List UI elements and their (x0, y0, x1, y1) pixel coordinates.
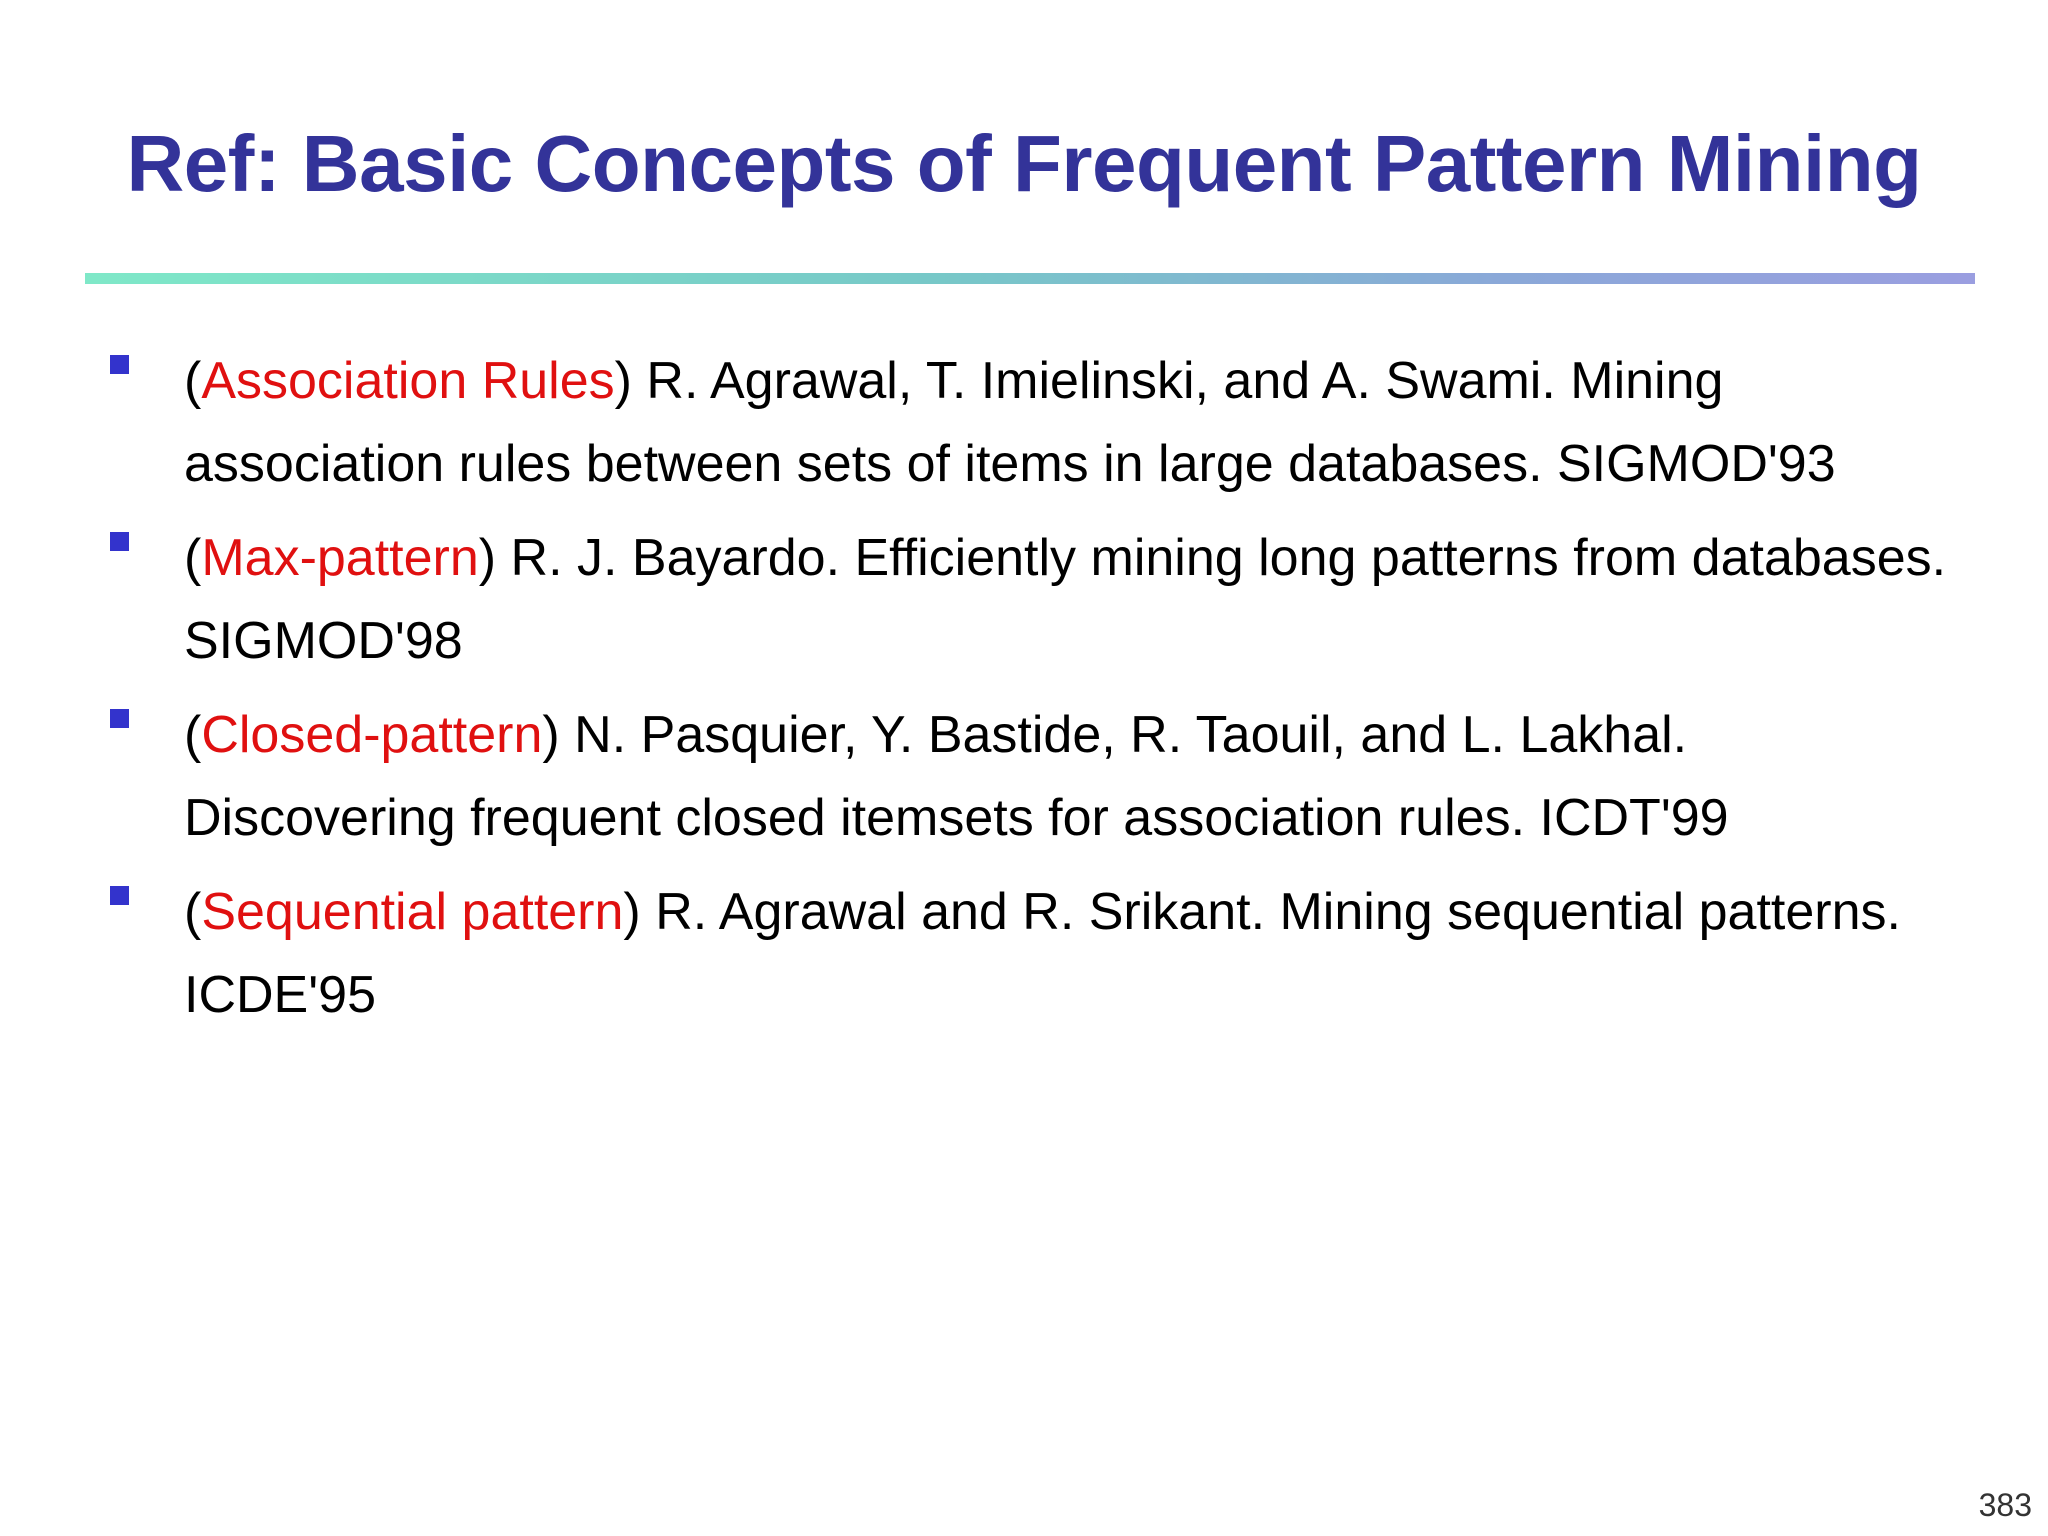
reference-tag: Max-pattern (201, 529, 479, 587)
reference-citation: R. Agrawal and R. Srikant. Mining sequential patterns. ICDE'95 (184, 883, 1901, 1024)
reference-text: (Sequential pattern) R. Agrawal and R. Srikant. Mining sequential patterns. ICDE'95 (184, 883, 1901, 1024)
reference-tag: Sequential pattern (201, 883, 624, 941)
reference-tag: Closed-pattern (201, 706, 543, 764)
reference-citation: R. J. Bayardo. Efficiently mining long patterns from databases. SIGMOD'98 (184, 529, 1947, 670)
reference-list (0, 340, 2048, 1048)
reference-item-sequential-pattern (0, 871, 2048, 1037)
reference-item-closed-pattern (0, 694, 2048, 860)
reference-item-association-rules (0, 340, 2048, 506)
square-bullet-icon (110, 886, 129, 905)
reference-item-max-pattern (0, 517, 2048, 683)
slide-title: Ref: Basic Concepts of Frequent Pattern Mining (126, 119, 1922, 208)
reference-text: (Closed-pattern) N. Pasquier, Y. Bastide, R. Taouil, and L. Lakhal. Discovering frequent closed itemsets for association rules. ICDT'99 (184, 706, 1729, 847)
square-bullet-icon (110, 532, 129, 551)
page-number: 383 (1978, 1487, 2032, 1523)
reference-tag: Association Rules (201, 352, 615, 410)
reference-citation: R. Agrawal, T. Imielinski, and A. Swami. Mining association rules between sets of items in large databases. SIGMOD'93 (184, 352, 1836, 493)
reference-citation: N. Pasquier, Y. Bastide, R. Taouil, and L. Lakhal. Discovering frequent closed itemsets for association rules. ICDT'99 (184, 706, 1729, 847)
square-bullet-icon (110, 355, 129, 374)
reference-text: (Max-pattern) R. J. Bayardo. Efficiently mining long patterns from databases. SIGMOD'98 (184, 529, 1947, 670)
square-bullet-icon (110, 709, 129, 728)
title-divider (85, 273, 1975, 284)
reference-text: (Association Rules) R. Agrawal, T. Imielinski, and A. Swami. Mining association rules between sets of items in large databases. SIGMOD'93 (184, 352, 1836, 493)
